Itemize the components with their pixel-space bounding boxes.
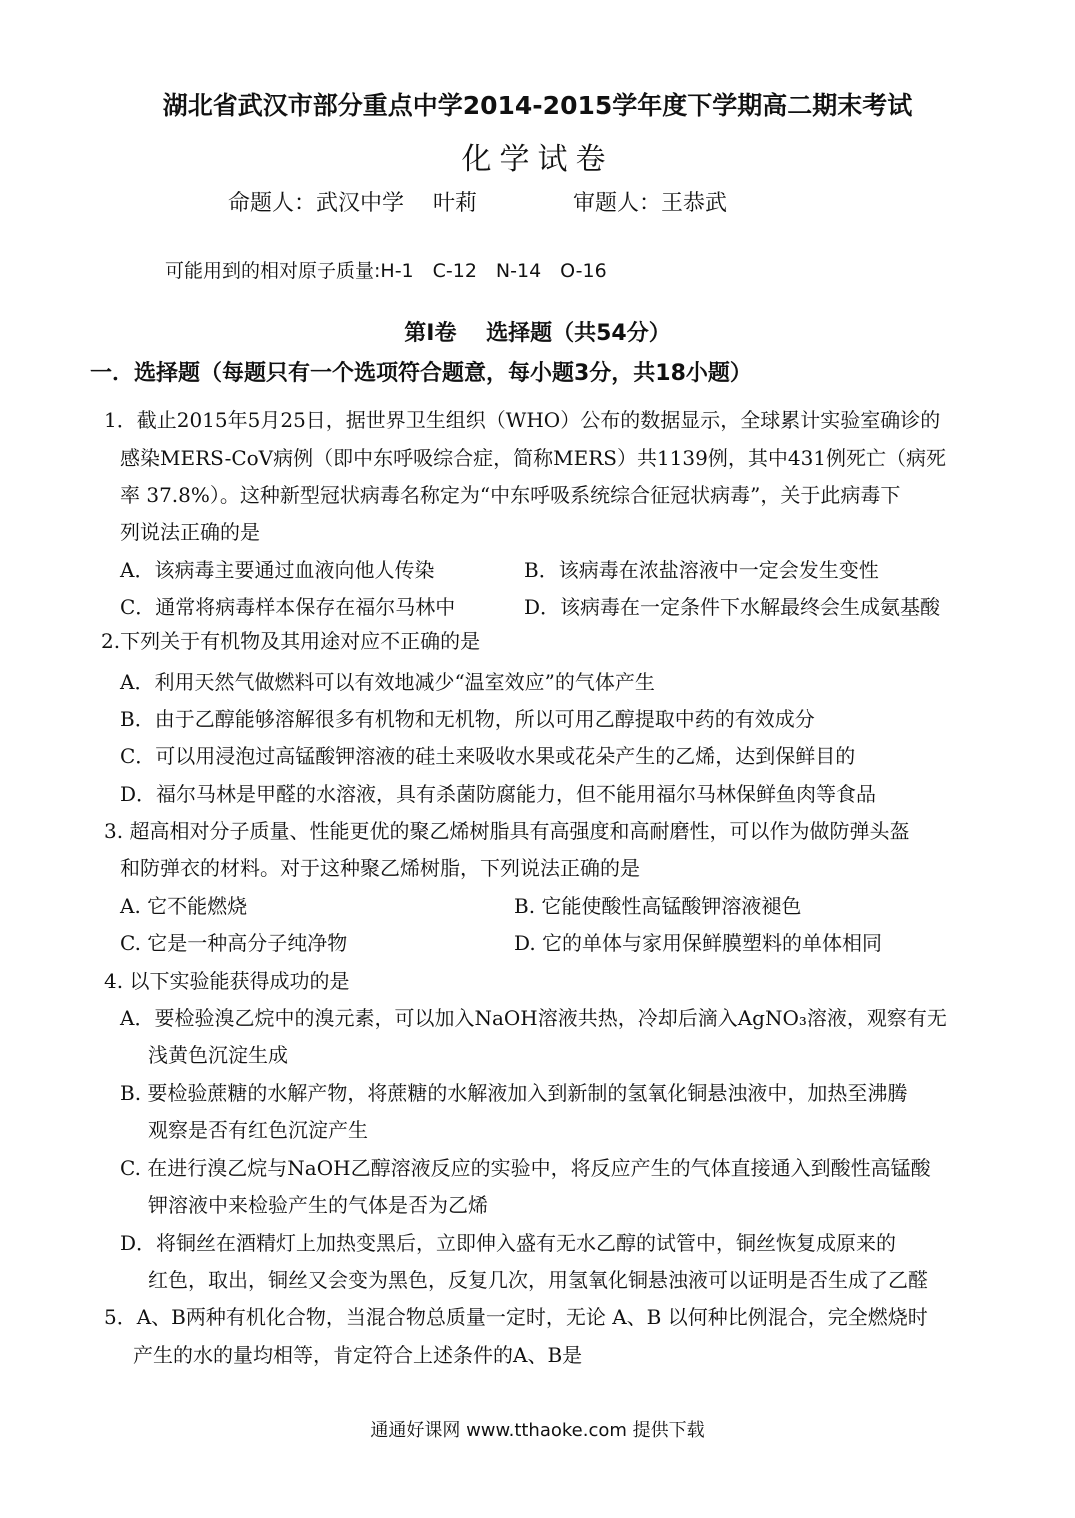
part-heading: 一．选择题（每题只有一个选项符合题意，每小题3分，共18小题） — [90, 361, 752, 386]
q2-option-b: B．由于乙醇能够溶解很多有机物和无机物，所以可用乙醇提取中药的有效成分 — [120, 707, 815, 731]
footer-download-note: 通通好课网 www.tthaoke.com 提供下载 — [370, 1420, 705, 1441]
q3-option-c: C. 它是一种高分子纯净物 — [120, 931, 348, 955]
q2-stem: 2.下列关于有机物及其用途对应不正确的是 — [101, 629, 481, 653]
q1-stem-line-2: 感染MERS-CoV病例（即中东呼吸综合症，简称MERS）共1139例，其中431例死亡（病死 — [120, 446, 947, 470]
q2-option-d: D．福尔马林是甲醛的水溶液，具有杀菌防腐能力，但不能用福尔马林保鲜鱼肉等食品 — [120, 782, 877, 806]
q1-option-a: A．该病毒主要通过血液向他人传染 — [120, 558, 435, 582]
q3-stem-line-1: 3. 超高相对分子质量、性能更优的聚乙烯树脂具有高强度和高耐磨性，可以作为做防弹头盔 — [104, 819, 910, 843]
q3-stem-line-2: 和防弹衣的材料。对于这种聚乙烯树脂，下列说法正确的是 — [120, 856, 640, 880]
q2-option-a: A．利用天然气做燃料可以有效地减少“温室效应”的气体产生 — [120, 670, 655, 694]
q4-option-a-line-1: A．要检验溴乙烷中的溴元素，可以加入NaOH溶液共热，冷却后滴入AgNO₃溶液，观察有无 — [120, 1006, 947, 1030]
exam-subtitle: 化学试卷 — [461, 142, 614, 177]
q1-stem-line-3: 率 37.8%）。这种新型冠状病毒名称定为“中东呼吸系统综合征冠状病毒”，关于此病毒下 — [120, 483, 901, 507]
q4-option-c-line-1: C. 在进行溴乙烷与NaOH乙醇溶液反应的实验中，将反应产生的气体直接通入到酸性高锰酸 — [120, 1156, 931, 1180]
q4-option-d-line-2: 红色，取出，铜丝又会变为黑色，反复几次，用氢氧化铜悬浊液可以证明是否生成了乙醛 — [148, 1268, 928, 1292]
reviewer: 审题人：王恭武 — [573, 191, 728, 216]
exam-title: 湖北省武汉市部分重点中学2014-2015学年度下学期高二期末考试 — [162, 91, 913, 120]
q5-stem-line-1: 5．A、B两种有机化合物，当混合物总质量一定时，无论 A、B 以何种比例混合，完全燃烧时 — [104, 1305, 928, 1329]
q2-option-c: C．可以用浸泡过高锰酸钾溶液的硅土来吸收水果或花朵产生的乙烯，达到保鲜目的 — [120, 744, 856, 768]
atomic-masses: 可能用到的相对原子质量:H-1 C-12 N-14 O-16 — [165, 260, 607, 282]
author: 命题人：武汉中学 叶莉 — [228, 191, 477, 216]
q1-stem-line-1: 1．截止2015年5月25日，据世界卫生组织（WHO）公布的数据显示，全球累计实验室确诊的 — [104, 408, 941, 432]
q5-stem-line-2: 产生的水的量均相等，肯定符合上述条件的A、B是 — [133, 1343, 583, 1367]
q1-option-c: C．通常将病毒样本保存在福尔马林中 — [120, 595, 456, 619]
q4-option-d-line-1: D．将铜丝在酒精灯上加热变黑后，立即伸入盛有无水乙醇的试管中，铜丝恢复成原来的 — [120, 1231, 897, 1255]
section-title: 第Ⅰ卷 选择题（共54分） — [404, 321, 671, 346]
q1-option-d: D．该病毒在一定条件下水解最终会生成氨基酸 — [524, 595, 941, 619]
q4-option-c-line-2: 钾溶液中来检验产生的气体是否为乙烯 — [148, 1193, 488, 1217]
q3-option-a: A. 它不能燃烧 — [120, 894, 248, 918]
q3-option-b: B. 它能使酸性高锰酸钾溶液褪色 — [514, 894, 802, 918]
q4-option-a-line-2: 浅黄色沉淀生成 — [148, 1043, 288, 1067]
q4-option-b-line-2: 观察是否有红色沉淀产生 — [148, 1118, 368, 1142]
q4-option-b-line-1: B. 要检验蔗糖的水解产物，将蔗糖的水解液加入到新制的氢氧化铜悬浊液中，加热至沸腾 — [120, 1081, 908, 1105]
q3-option-d: D. 它的单体与家用保鲜膜塑料的单体相同 — [514, 931, 883, 955]
authors-line — [228, 186, 727, 217]
q4-stem: 4. 以下实验能获得成功的是 — [104, 969, 350, 993]
q1-option-b: B．该病毒在浓盐溶液中一定会发生变性 — [524, 558, 879, 582]
q1-stem-line-4: 列说法正确的是 — [120, 520, 260, 544]
